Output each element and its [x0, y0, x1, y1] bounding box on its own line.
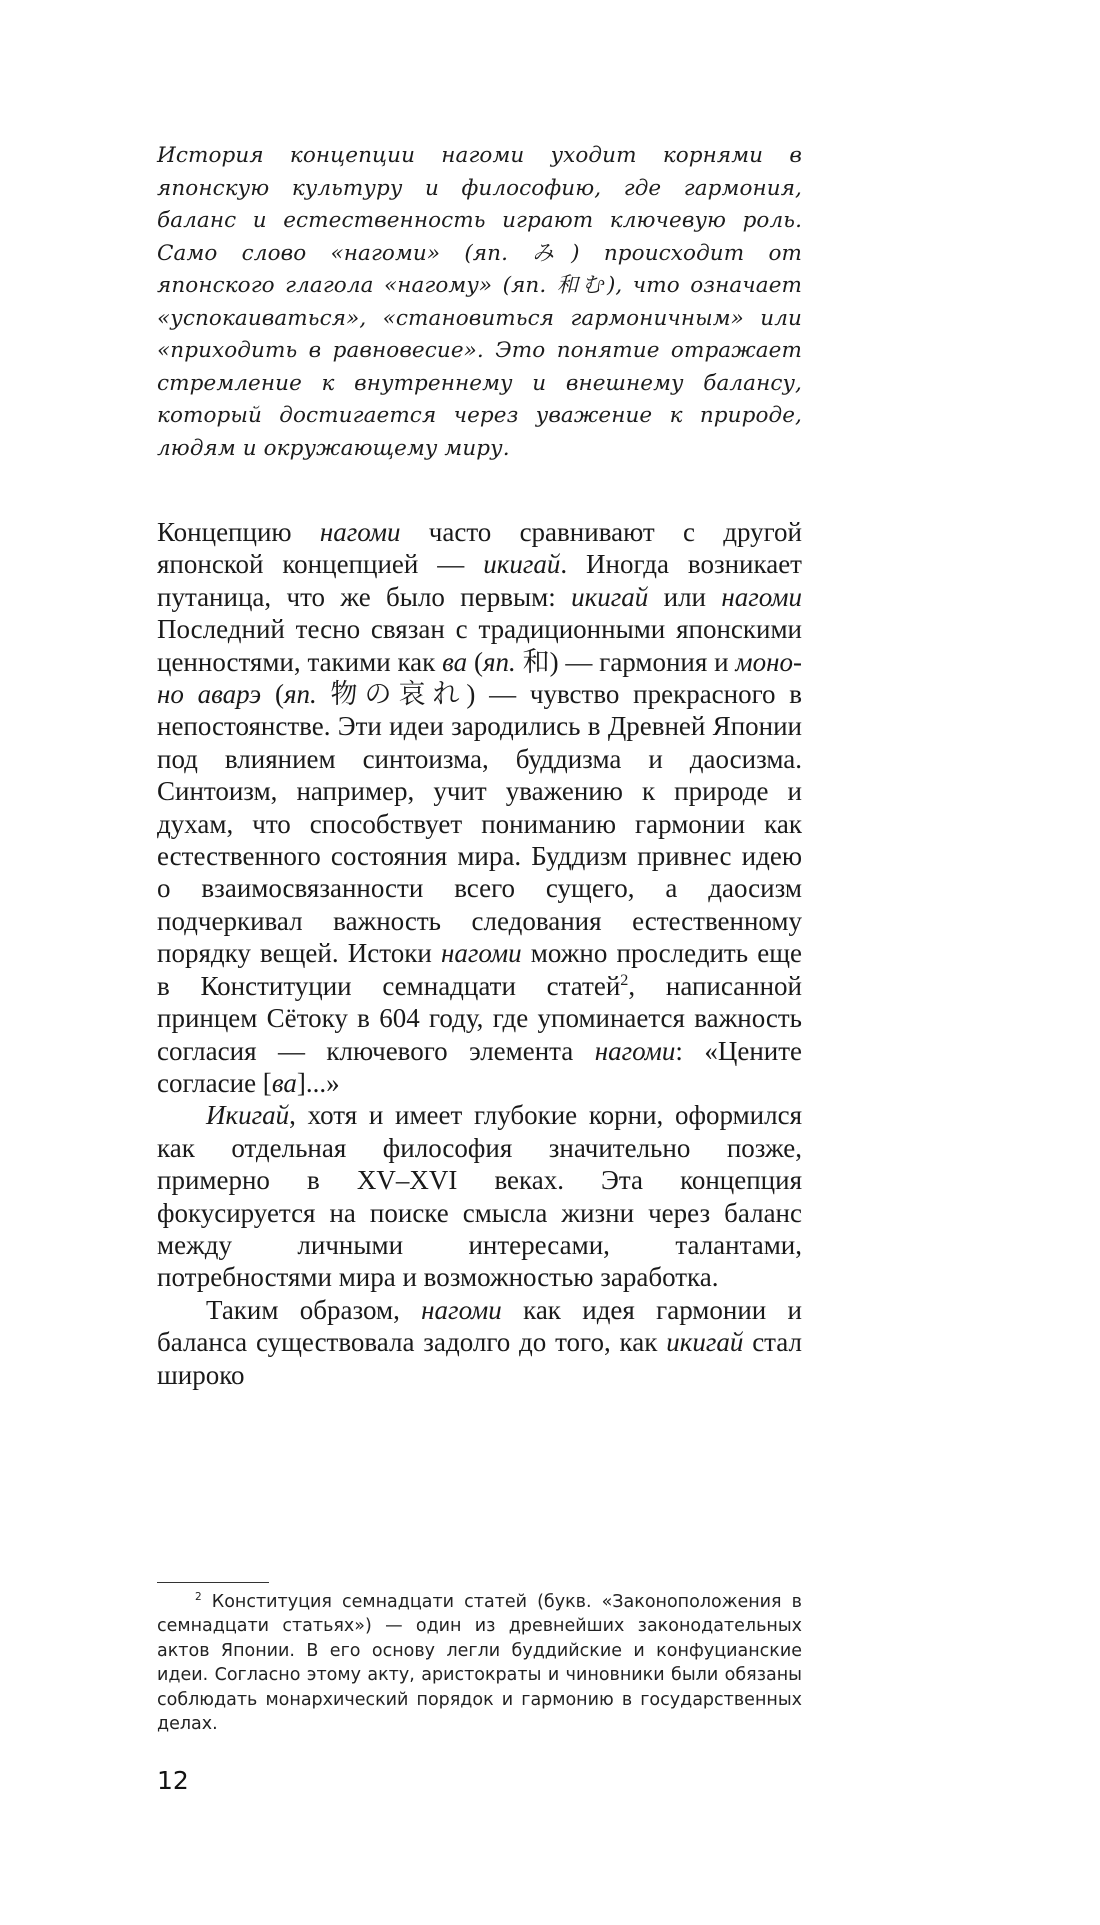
- term-ikigai: икигай: [483, 549, 561, 580]
- paragraph-1: [157, 516, 802, 1099]
- text-run: : «Цените согласие [: [157, 1035, 803, 1098]
- term-ikigai: Икигай: [206, 1100, 290, 1131]
- footnote-reference[interactable]: 2: [620, 970, 629, 989]
- text-run: стал широко: [157, 1327, 802, 1390]
- text-run: , хотя и имеет глубокие корни, оформился как отдельная философия значительно позже, примерно в XV–XVI веках. Эта концепция фокусируется на поиске смысла жизни через баланс между личными интересами, талантами, потребностями мира и возможностью заработка.: [157, 1100, 802, 1293]
- text-run: часто сравнивают с другой японской концепцией —: [157, 517, 802, 580]
- text-run: , написанной принцем Сётоку в 604 году, где упоминается важность согласия — ключевого элемента: [157, 970, 802, 1066]
- term-mono-no-aware: моно-но аварэ: [157, 646, 802, 710]
- abbr-jap: яп.: [283, 679, 317, 710]
- footnote-text: Конституция семнадцати статей (букв. «Законоположения в семнадцати статьях») — один из древнейших законодательных актов Японии. В его основу легли буддийские и конфуцианские идеи. Согласно этому акту, аристократы и чиновники были обязаны соблюдать монархический порядок и гармонию в государственных делах.: [157, 1592, 802, 1735]
- text-run: (: [467, 646, 483, 677]
- text-run: ]...»: [296, 1067, 340, 1098]
- term-ikigai: икигай: [571, 581, 649, 612]
- paragraph-3: [157, 1294, 802, 1391]
- page-number: 12: [157, 1766, 189, 1795]
- term-wa: ва: [442, 646, 468, 677]
- term-nagomi: нагоми: [421, 1294, 502, 1325]
- text-run: Концепцию: [157, 517, 320, 547]
- page-content: [157, 140, 802, 1391]
- text-run: как идея гармонии и баланса существовала задолго до того, как: [157, 1294, 802, 1358]
- text-run: Последний тесно связан с традиционными японскими ценностями, такими как: [157, 614, 802, 677]
- text-run: . Иногда возникает путаница, что же было первым:: [157, 549, 802, 612]
- text-run: Таким образом,: [206, 1294, 422, 1325]
- paragraph-2: [157, 1099, 802, 1293]
- term-nagomi: нагоми: [594, 1035, 676, 1066]
- footnote-marker: 2: [195, 1591, 202, 1604]
- text-run: можно проследить еще в Конституции семнадцати статей: [157, 938, 802, 1001]
- term-wa: ва: [271, 1067, 297, 1098]
- abbr-jap: яп.: [482, 646, 516, 677]
- body-text: [157, 516, 802, 1391]
- text-run: 物の哀れ) — чувство прекрасного в непостоянстве. Эти идеи зародились в Древней Японии под влиянием синтоизма, буддизма и даосизма. Синтоизм, например, учит уважению к природе и духам, что способствует пониманию гармонии как естественного состояния мира. Буддизм привнес идею о взаимосвязанности всего сущего, а даосизм подчеркивал важность следования естественному порядку вещей. Истоки: [157, 679, 802, 969]
- term-nagomi: нагоми: [721, 581, 803, 612]
- term-ikigai: икигай: [666, 1327, 744, 1358]
- term-nagomi: нагоми: [440, 938, 522, 969]
- paragraph-gap: [157, 465, 802, 516]
- term-nagomi: нагоми: [319, 517, 401, 547]
- text-run: 和) — гармония и: [515, 646, 736, 677]
- footnote-divider: [157, 1582, 269, 1583]
- text-run: (: [261, 679, 284, 710]
- footnote: [157, 1590, 802, 1736]
- text-run: или: [648, 581, 722, 612]
- epigraph-paragraph: История концепции нагоми уходит корнями в японскую культуру и философию, где гармония, баланс и естественность играют ключевую роль. Само слово «нагоми» (яп. み) происходит от японского глагола «нагому» (яп. 和む), что означает «успокаиваться», «становиться гармоничным» или «приходить в равновесие». Это понятие отражает стремление к внутреннему и внешнему балансу, который достигается через уважение к природе, людям и окружающему миру.: [157, 143, 802, 461]
